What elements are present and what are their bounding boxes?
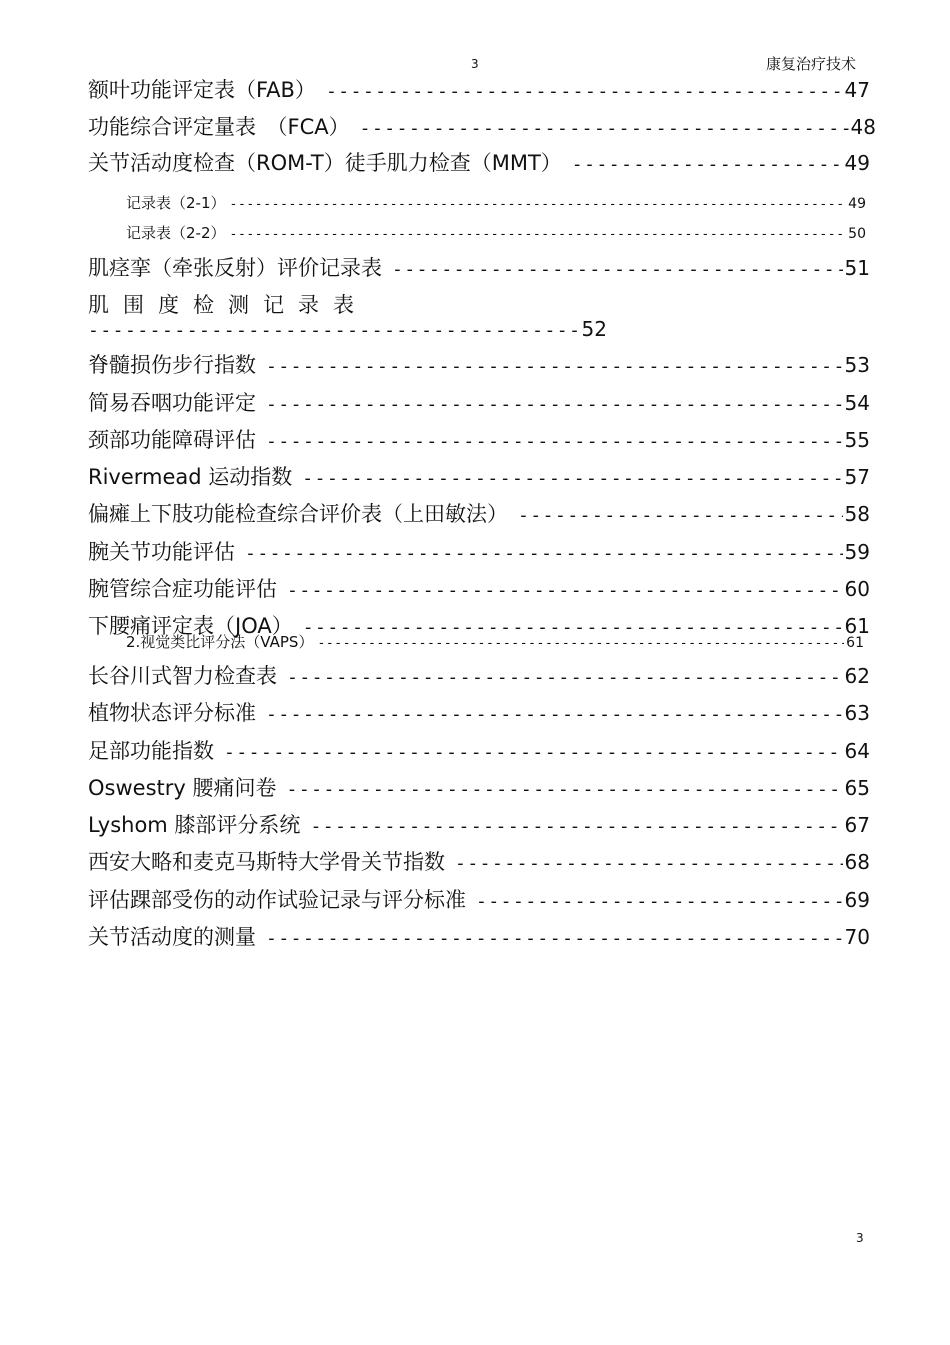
toc-entry[interactable] [88,573,870,599]
toc-dot-leader [287,667,843,688]
toc-entry[interactable] [88,809,870,835]
toc-entry-page: 69 [844,888,870,912]
toc-entry[interactable] [88,735,870,761]
toc-entry-page: 68 [844,850,870,874]
toc-entry-label: 腕关节功能评估 [88,540,235,564]
toc-dot-leader [302,468,842,489]
toc-entry-page: 58 [844,502,870,526]
toc-entry-page: 59 [844,540,870,564]
toc-entry[interactable] [88,498,870,524]
toc-entry[interactable] [88,697,870,723]
toc-entry[interactable] [88,111,876,137]
toc-entry-page: 61 [846,635,864,651]
toc-dot-leader [230,197,847,212]
toc-entry-page: 55 [844,428,870,452]
toc-entry-label: 评估踝部受伤的动作试验记录与评分标准 [88,888,466,912]
toc-dot-leader [310,816,842,837]
toc-entry-label: 功能综合评定量表 （FCA） [88,115,350,139]
toc-entry-label: 关节活动度的测量 [88,925,256,949]
toc-dot-leader [360,118,849,139]
toc-entry-page: 50 [848,226,866,242]
toc-entry-page: 54 [844,391,870,415]
toc-dot-leader [287,580,843,601]
toc-entry[interactable] [88,846,870,872]
toc-dot-leader [392,259,843,280]
toc-entry-label: 颈部功能障碍评估 [88,428,256,452]
toc-entry-page: 49 [848,196,866,212]
toc-entry-page: 65 [844,776,870,800]
toc-entry-page: 62 [844,664,870,688]
toc-entry-page: 60 [844,577,870,601]
toc-entry-page: 53 [844,353,870,377]
toc-dot-leader [518,505,843,526]
toc-dot-leader [230,227,847,242]
toc-entry-label: Lyshom 膝部评分系统 [88,813,301,837]
toc-entry-page: 47 [844,78,870,102]
toc-subentry[interactable] [126,222,866,242]
toc-entry-page: 51 [844,256,870,280]
toc-entry-label: 简易吞咽功能评定 [88,391,256,415]
toc-entry-label[interactable]: 肌围度检测记录表 [88,293,368,317]
toc-entry-label: 肌痉挛（牵张反射）评价记录表 [88,256,382,280]
toc-dot-leader: ----------------------------------------52 [88,317,607,341]
toc-entry-label: 记录表（2-2） [126,224,226,242]
toc-dot-leader [266,394,843,415]
toc-entry-page: 64 [844,739,870,763]
toc-entry-page: 48 [850,115,876,139]
toc-dot-leader [266,704,843,725]
toc-entry-label: 西安大略和麦克马斯特大学骨关节指数 [88,850,445,874]
toc-entry[interactable] [88,921,870,947]
toc-entry-page: 52 [581,317,607,341]
toc-entry[interactable] [88,74,870,100]
toc-entry[interactable] [88,772,870,798]
toc-entry[interactable] [88,536,870,562]
toc-dot-leader [317,636,844,651]
toc-dot-leader [266,928,843,949]
toc-entry-label: 足部功能指数 [88,739,214,763]
toc-dot-leader [455,853,843,874]
toc-entry-page: 67 [844,813,870,837]
header-page-number: 3 [471,57,479,71]
toc-subentry[interactable] [126,631,864,651]
toc-entry-label: 下腰痛评定表（JOA） [88,614,293,638]
toc-subentry[interactable] [126,192,866,212]
toc-entry-label: 长谷川式智力检查表 [88,664,277,688]
toc-entry-label: 偏瘫上下肢功能检查综合评价表（上田敏法） [88,502,508,526]
toc-entry-page: 57 [844,465,870,489]
toc-entry[interactable] [88,387,870,413]
toc-dot-leader [572,154,843,175]
toc-entry-label: 记录表（2-1） [126,194,226,212]
toc-dot-leader [326,81,843,102]
toc-dot-leader [266,356,843,377]
toc-entry[interactable] [88,461,870,487]
footer-page-number: 3 [856,1231,864,1245]
toc-entry-label: 额叶功能评定表（FAB） [88,78,316,102]
toc-entry[interactable] [88,424,870,450]
toc-dot-leader [266,431,843,452]
toc-entry[interactable] [88,660,870,686]
toc-entry[interactable] [88,252,870,278]
toc-entry[interactable] [88,349,870,375]
toc-dot-leader [286,779,842,800]
toc-dot-leader [245,543,843,564]
toc-entry-page: 61 [844,614,870,638]
header-title: 康复治疗技术 [766,55,857,73]
toc-entry-label: 2.视觉类比评分法（VAPS） [126,633,314,651]
toc-entry-label: 腕管综合症功能评估 [88,577,277,601]
toc-entry[interactable] [88,884,870,910]
toc-entry[interactable] [88,147,870,173]
toc-entry-label: Rivermead 运动指数 [88,465,293,489]
toc-dot-leader [476,891,843,912]
toc-entry-page: 63 [844,701,870,725]
toc-entry-label: 植物状态评分标准 [88,701,256,725]
toc-entry-label: 关节活动度检查（ROM-T）徒手肌力检查（MMT） [88,151,562,175]
toc-dot-leader [224,742,843,763]
toc-entry-label: Oswestry 腰痛问卷 [88,776,277,800]
toc-entry-page: 70 [844,925,870,949]
toc-entry-label: 脊髓损伤步行指数 [88,353,256,377]
toc-entry-page: 49 [844,151,870,175]
